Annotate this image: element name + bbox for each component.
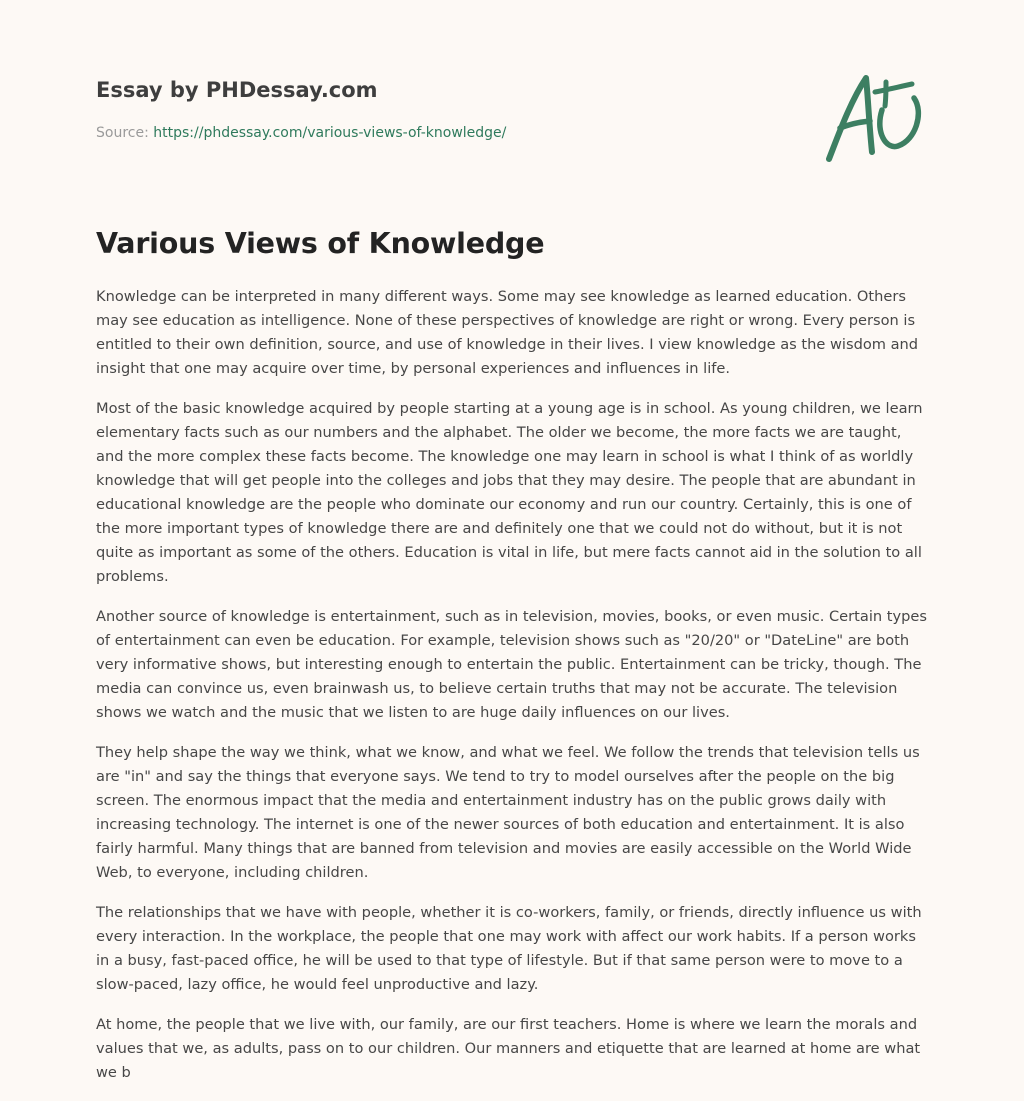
essay-paragraph: At home, the people that we live with, our family, are our first teachers. Home is where we learn the morals and values that we, as adults, pass on to our children. Our manners and etiquette that are learned at home are what we b [96,1016,921,1081]
essay-paragraph: Another source of knowledge is entertainment, such as in television, movies, books, or even music. Certain types of entertainment can even be education. For example, television shows such as "20/20" or "DateLine" are both very informative shows, but interesting enough to entertain the public. Entertainment can be tricky, though. The media can convince us, even brainwash us, to believe certain truths that may not be accurate. The television shows we watch and the music that we listen to are huge daily influences on our lives. [96,608,927,721]
essay-body [96,285,932,1101]
essay-paragraph: Knowledge can be interpreted in many different ways. Some may see knowledge as learned education. Others may see education as intelligence. None of these perspectives of knowledge are right or wrong. Every person is entitled to their own definition, source, and use of knowledge in their lives. I view knowledge as the wisdom and insight that one may acquire over time, by personal experiences and influences in life. [96,288,919,377]
essay-paragraph: They help shape the way we think, what we know, and what we feel. We follow the trends that television tells us are "in" and say the things that everyone says. We tend to try to model ourselves after the people on the big screen. The enormous impact that the media and entertainment industry has on the public grows daily with increasing technology. The internet is one of the newer sources of both education and entertainment. It is also fairly harmful. Many things that are banned from television and movies are easily accessible on the World Wide Web, to everyone, including children. [96,744,920,881]
a-plus-logo-icon [820,66,930,166]
source-line [96,123,796,143]
page-header [96,76,796,143]
source-label: Source: [96,125,149,141]
source-link[interactable]: https://phdessay.com/various-views-of-knowledge/ [153,125,507,141]
essay-title: Various Views of Knowledge [96,227,545,260]
essay-paragraph: The relationships that we have with people, whether it is co-workers, family, or friends, directly influence us with every interaction. In the workplace, the people that one may work with affect our work habits. If a person works in a busy, fast-paced office, he will be used to that type of lifestyle. But if that same person were to move to a slow-paced, lazy office, he would feel unproductive and lazy. [96,904,922,993]
essay-paragraph: Most of the basic knowledge acquired by people starting at a young age is in school. As young children, we learn elementary facts such as our numbers and the alphabet. The older we become, the more facts we are taught, and the more complex these facts become. The knowledge one may learn in school is what I think of as worldly knowledge that will get people into the colleges and jobs that they may desire. The people that are abundant in educational knowledge are the people who dominate our economy and run our country. Certainly, this is one of the more important types of knowledge there are and definitely one that we could not do without, but it is not quite as important as some of the others. Education is vital in life, but mere facts cannot aid in the solution to all problems. [96,400,923,585]
site-brand: Essay by PHDessay.com [96,78,378,102]
